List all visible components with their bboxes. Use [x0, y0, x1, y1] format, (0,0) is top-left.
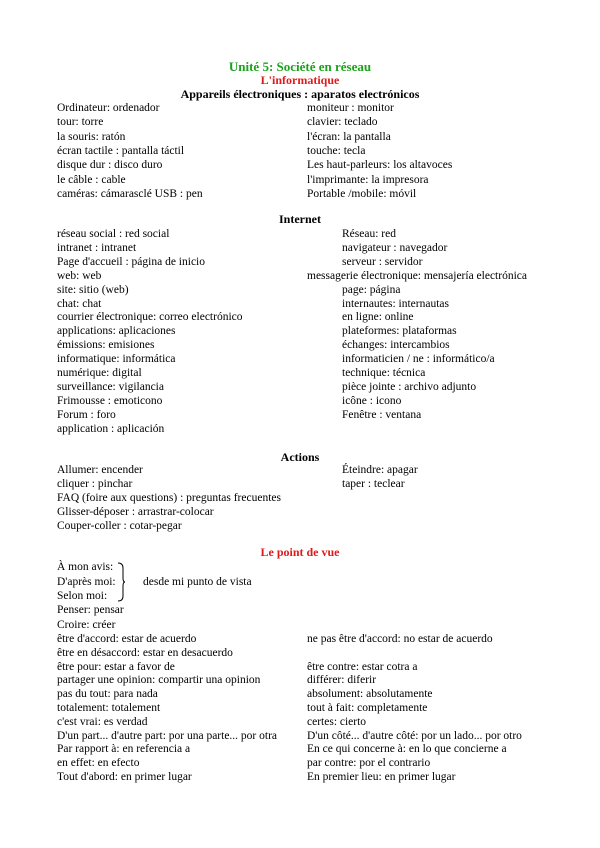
vocab-entry-left: Glisser-déposer : arrastrar-colocar: [57, 505, 214, 518]
vocab-entry-right: Éteindre: apagar: [342, 464, 418, 476]
vocab-entry-left: surveillance: vigilancia: [57, 380, 164, 393]
vocab-entry-left: réseau social : red social: [57, 228, 170, 240]
vocab-entry-right: différer: diferir: [307, 674, 377, 687]
vocab-entry-left: Penser: pensar: [57, 604, 124, 616]
vocab-entry-right: internautes: internautas: [342, 297, 449, 310]
viewpoint-heading: Le point de vue: [260, 545, 340, 559]
vocab-entry-left: Croire: créer: [57, 618, 116, 631]
vocab-entry-left: c'est vrai: es verdad: [57, 715, 148, 728]
vocab-entry-left: applications: aplicaciones: [57, 325, 176, 338]
vocab-entry-left: être d'accord: estar de acuerdo: [57, 633, 197, 645]
vocab-entry-left: le câble : cable: [57, 173, 126, 186]
vocab-entry-left: Par rapport à: en referencia a: [57, 743, 191, 756]
vocab-entry-left: application : aplicación: [57, 422, 165, 435]
vocab-entry-left: Frimousse : emoticono: [57, 394, 163, 407]
vocab-entry-left: la souris: ratón: [57, 130, 126, 143]
vocab-entry-right: pièce jointe : archivo adjunto: [342, 380, 477, 393]
vocab-entry-left: écran tactile : pantalla táctil: [57, 144, 185, 157]
vocab-entry-right: l'imprimante: la impresora: [307, 173, 429, 186]
vocab-entry-left: cliquer : pinchar: [57, 477, 133, 490]
vocab-entry-right: Réseau: red: [342, 228, 396, 240]
vocab-entry-left: web: web: [57, 269, 102, 282]
vocab-entry-left: Ordinateur: ordenador: [57, 102, 160, 114]
vocab-entry-right: l'écran: la pantalla: [307, 130, 391, 143]
vocab-entry-right: En premier lieu: en primer lugar: [307, 771, 456, 783]
vocab-entry-right: certes: cierto: [307, 715, 367, 728]
vocab-entry-left: pas du tout: para nada: [57, 688, 158, 701]
vocab-entry-left: tour: torre: [57, 116, 104, 129]
vocab-entry-right: icône : icono: [342, 394, 402, 407]
opinion-phrase: À mon avis:: [57, 561, 114, 573]
vocab-entry-right: messagerie électronique: mensajería electrónica: [307, 269, 527, 282]
vocab-entry-left: émissions: emisiones: [57, 339, 155, 352]
vocab-entry-right: page: página: [342, 283, 401, 296]
internet-heading: Internet: [279, 212, 321, 226]
vocab-entry-left: totalement: totalement: [57, 702, 161, 714]
opinion-phrase: Selon moi:: [57, 590, 108, 602]
vocab-entry-right: moniteur : monitor: [307, 102, 394, 114]
vocab-entry-right: navigateur : navegador: [342, 241, 448, 254]
vocab-entry-left: courrier électronique: correo electrónico: [57, 311, 243, 324]
vocab-entry-left: Couper-coller : cotar-pegar: [57, 519, 182, 532]
vocab-entry-right: technique: técnica: [342, 367, 426, 379]
vocab-entry-right: Les haut-parleurs: los altavoces: [307, 159, 453, 172]
vocab-entry-right: plateformes: plataformas: [342, 325, 457, 338]
vocab-entry-right: touche: tecla: [307, 144, 366, 157]
vocab-entry-right: être contre: estar cotra a: [307, 660, 418, 673]
brace-translation: desde mi punto de vista: [143, 576, 252, 588]
vocab-entry-left: disque dur : disco duro: [57, 159, 163, 172]
vocab-entry-left: partager une opinion: compartir una opinion: [57, 674, 261, 687]
vocab-entry-right: absolument: absolutamente: [307, 688, 433, 701]
vocab-entry-right: En ce qui concerne à: en lo que concierne a: [307, 743, 507, 756]
vocab-entry-left: intranet : intranet: [57, 241, 137, 254]
vocab-entry-left: Tout d'abord: en primer lugar: [57, 771, 192, 783]
vocab-entry-right: ne pas être d'accord: no estar de acuerdo: [307, 633, 493, 645]
vocab-entry-left: FAQ (foire aux questions) : preguntas frecuentes: [57, 491, 281, 504]
vocab-entry-right: tout à fait: completamente: [307, 702, 428, 714]
vocab-entry-right: Portable /mobile: móvil: [307, 187, 417, 200]
vocab-entry-left: D'un part... d'autre part: por una parte... por otra: [57, 729, 278, 742]
vocab-entry-left: numérique: digital: [57, 367, 142, 379]
vocab-entry-right: taper : teclear: [342, 477, 405, 490]
vocab-entry-right: Fenêtre : ventana: [342, 408, 422, 421]
vocab-entry-right: échanges: intercambios: [342, 339, 450, 352]
vocab-entry-left: être en désaccord: estar en desacuerdo: [57, 646, 233, 659]
opinion-phrase: D'après moi:: [57, 575, 116, 588]
vocab-entry-left: Forum : foro: [57, 408, 116, 421]
vocab-entry-left: informatique: informática: [57, 353, 176, 366]
vocab-entry-left: chat: chat: [57, 297, 102, 310]
unit-title: Unité 5: Société en réseau: [228, 59, 372, 74]
devices-heading: Appareils électroniques : aparatos electrónicos: [180, 87, 420, 101]
vocab-entry-right: clavier: teclado: [307, 116, 378, 129]
vocab-entry-right: en ligne: online: [342, 311, 414, 324]
vocab-entry-left: caméras: cámarasclé USB : pen: [57, 187, 203, 200]
actions-heading: Actions: [280, 450, 320, 464]
vocab-entry-right: D'un côté... d'autre côté: por un lado... por otro: [307, 729, 522, 742]
vocab-entry-right: informaticien / ne : informático/a: [342, 353, 495, 366]
vocab-entry-left: site: sitio (web): [57, 283, 129, 296]
vocab-entry-left: Allumer: encender: [57, 464, 143, 476]
vocab-entry-right: par contre: por el contrario: [307, 757, 431, 770]
subtitle: L'informatique: [260, 73, 340, 87]
vocab-entry-left: Page d'accueil : página de inicio: [57, 255, 206, 268]
vocab-entry-left: être pour: estar a favor de: [57, 660, 175, 673]
vocab-entry-right: serveur : servidor: [342, 255, 423, 268]
vocab-entry-left: en effet: en efecto: [57, 757, 140, 770]
curly-brace-icon: [117, 562, 125, 602]
